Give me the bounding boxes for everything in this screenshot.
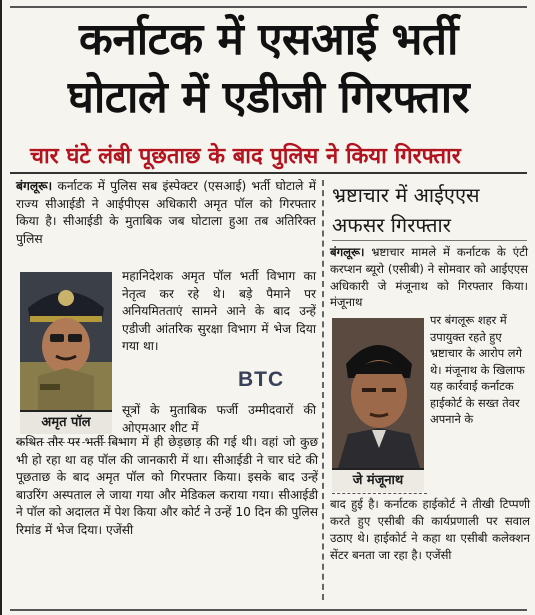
amrit-paul-caption: अमृत पॉल bbox=[20, 410, 112, 434]
watermark: BTC bbox=[238, 368, 285, 391]
right-dateline: बंगलूरू। bbox=[330, 245, 365, 259]
j-manjunath-photo bbox=[332, 318, 424, 468]
left-story-top-text: कर्नाटक में पुलिस सब इंस्पेक्टर (एसआई) भर्ती घोटाले में राज्य सीआईडी ने आईपीएस अधिकारी अमृत पॉल को गिरफ्तार किया है। सीआईडी के मुताबिक जब घोटाला हुआ तब अतिरिक्त पुलिस bbox=[16, 179, 316, 246]
bottom-rule bbox=[10, 609, 527, 611]
caption-rule-right bbox=[332, 493, 427, 494]
right-story-top bbox=[330, 244, 528, 311]
left-story-top bbox=[16, 178, 316, 248]
headline-line-1: कर्नाटक में एसआई भर्ती bbox=[79, 14, 458, 65]
column-divider bbox=[322, 180, 324, 600]
right-story-wrap-text: पर बंगलूरू शहर में उपायुक्त रहते हुए भ्रष्टाचार के आरोप लगे थे। मंजूनाथ के खिलाफ यह कार्रवाई कर्नाटक हाईकोर्ट के सख्त तेवर अपनाने के bbox=[430, 313, 525, 426]
subheadline-rule bbox=[10, 172, 527, 174]
amrit-paul-photo bbox=[20, 272, 112, 410]
right-story-headline: भ्रष्टाचार में आईएएस अफसर गिरफ्तार bbox=[332, 183, 480, 237]
right-headline-rule bbox=[332, 240, 527, 241]
headline-line-2: घोटाले में एडीजी गिरफ्तार bbox=[67, 72, 470, 123]
subheadline: चार घंटे लंबी पूछताछ के बाद पुलिस ने किया गिरफ्तार bbox=[30, 144, 461, 169]
left-story-bottom-text: कथित तौर पर भर्ती विभाग में ही छेड़छाड़ की गई थी। वहां जो कुछ भी हो रहा था वह पॉल की जानकारी में था। सीआईडी ने चार घंटे की पूछताछ के बाद अमृत पॉल को गिरफ्तार किया। इसके बाद उन्हें बाउरिंग अस्पताल ले जाया गया और मेडिकल कराया गया। सीआईडी ने पॉल को अदालत में पेश किया और कोर्ट ने उन्हें 10 दिन की पुलिस रिमांड में भेज दिया। एजेंसी bbox=[16, 435, 318, 537]
officer-portrait-icon bbox=[20, 272, 112, 410]
j-manjunath-caption: जे मंजूनाथ bbox=[332, 468, 424, 492]
right-story-top-text: भ्रष्टाचार मामले में कर्नाटक के एंटी करप्शन ब्यूरो (एसीबी) ने सोमवार को आईएएस अधिकारी जे मंजूनाथ को गिरफ्तार किया। मंजूनाथ bbox=[330, 245, 529, 310]
left-story-mid-text: सूत्रों के मुताबिक फर्जी उम्मीदवारों की ओएमआर शीट में bbox=[122, 403, 316, 435]
right-story-bottom-text: बाद हुई है। कर्नाटक हाईकोर्ट ने तीखी टिप्पणी करते हुए एसीबी की कार्यप्रणाली पर सवाल उठाए थे। हाईकोर्ट ने कहा था एसीबी कलेक्शन सेंटर बनता जा रहा है। एजेंसी bbox=[330, 497, 530, 562]
person-portrait-icon bbox=[332, 318, 424, 468]
left-dateline: बंगलूरू। bbox=[16, 179, 53, 193]
left-story-wrap-text: महानिदेशक अमृत पॉल भर्ती विभाग का नेतृत्व कर रहे थे। बड़े पैमाने पर अनियमितताएं सामने आने के बाद उन्हें एडीजी आंतरिक सुरक्षा विभाग में भेज दिया गया था। bbox=[122, 269, 316, 354]
top-rule bbox=[10, 6, 527, 8]
